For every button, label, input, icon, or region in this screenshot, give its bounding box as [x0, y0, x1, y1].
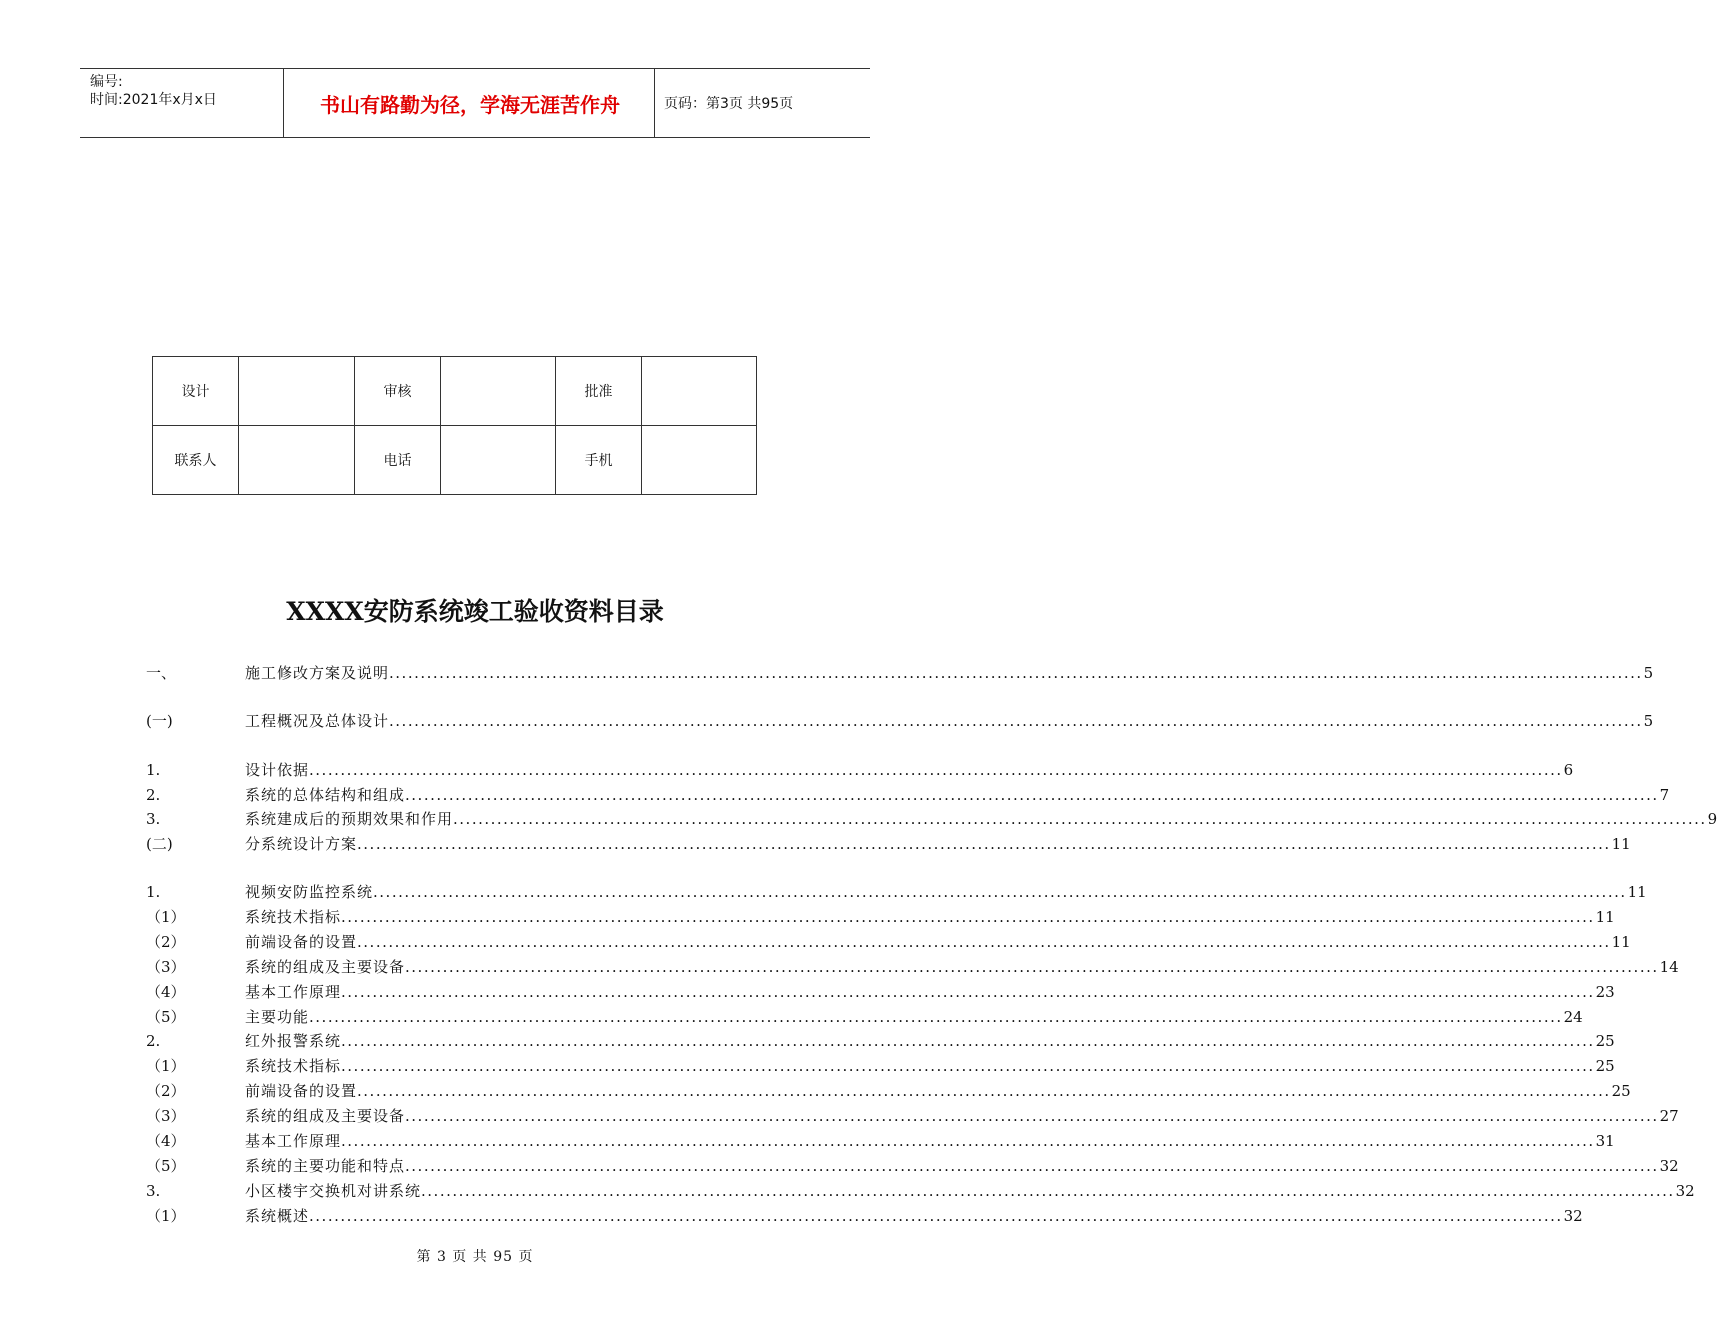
- toc-title: 系统的组成及主要设备: [245, 1107, 406, 1125]
- toc-entry[interactable]: [0, 784, 1670, 806]
- toc-leader: ........................................................................................................................................................................................................: [341, 1032, 1595, 1050]
- toc-number: 一、: [146, 664, 177, 682]
- toc-leader: ........................................................................................................................................................................................................: [389, 664, 1643, 682]
- serial-label: 编号:: [90, 74, 123, 90]
- toc-title: 系统建成后的预期效果和作用: [245, 810, 454, 828]
- toc-number: 1.: [146, 883, 161, 901]
- toc-entry[interactable]: [0, 1055, 1615, 1077]
- toc-title: 设计依据: [245, 761, 310, 779]
- toc-title: 小区楼宇交换机对讲系统: [245, 1182, 422, 1200]
- toc-leader: ........................................................................................................................................................................................................: [421, 1182, 1675, 1200]
- toc-title: 系统的总体结构和组成: [245, 786, 406, 804]
- toc-page: 5: [1643, 664, 1654, 682]
- toc-leader: ........................................................................................................................................................................................................: [405, 786, 1659, 804]
- header-page-info: 页码：第3页 共95页: [664, 96, 794, 112]
- toc-entry[interactable]: [0, 881, 1647, 903]
- toc-page: 24: [1563, 1008, 1583, 1026]
- signoff-cell: 联系人: [153, 426, 239, 495]
- toc-entry[interactable]: [0, 808, 1717, 830]
- signoff-cell: 批准: [556, 357, 642, 426]
- toc-leader: ........................................................................................................................................................................................................: [373, 883, 1627, 901]
- signoff-cell: 电话: [355, 426, 441, 495]
- toc-leader: ........................................................................................................................................................................................................: [309, 761, 1563, 779]
- toc-number: （4）: [146, 1132, 186, 1150]
- toc-page: 5: [1643, 712, 1654, 730]
- toc-page: 11: [1627, 883, 1647, 901]
- toc-entry[interactable]: [0, 981, 1615, 1003]
- toc-title: 红外报警系统: [245, 1032, 342, 1050]
- toc-entry[interactable]: [0, 931, 1631, 953]
- toc-page: 27: [1659, 1107, 1679, 1125]
- toc-entry[interactable]: [0, 1080, 1631, 1102]
- toc-title: 视频安防监控系统: [245, 883, 374, 901]
- toc-entry[interactable]: [0, 1180, 1695, 1202]
- toc-number: (一): [146, 712, 173, 730]
- toc-number: 1.: [146, 761, 161, 779]
- toc-page: 14: [1659, 958, 1679, 976]
- toc-number: （3）: [146, 1107, 186, 1125]
- toc-title: 主要功能: [245, 1008, 310, 1026]
- toc-title: 基本工作原理: [245, 1132, 342, 1150]
- toc-title: 分系统设计方案: [245, 835, 358, 853]
- toc-entry[interactable]: [0, 1130, 1615, 1152]
- time-label: 时间:2021年x月x日: [90, 92, 217, 108]
- toc-number: （3）: [146, 958, 186, 976]
- toc-page: 6: [1563, 761, 1574, 779]
- toc-entry[interactable]: [0, 1006, 1583, 1028]
- toc-entry[interactable]: [0, 1030, 1615, 1052]
- toc-entry[interactable]: [0, 956, 1679, 978]
- toc-page: 11: [1595, 908, 1615, 926]
- toc-number: （1）: [146, 1057, 186, 1075]
- toc-number: 2.: [146, 1032, 161, 1050]
- toc-number: 3.: [146, 810, 161, 828]
- toc-page: 31: [1595, 1132, 1615, 1150]
- toc-page: 32: [1675, 1182, 1695, 1200]
- toc-leader: ........................................................................................................................................................................................................: [405, 958, 1659, 976]
- document-title: XXXX安防系统竣工验收资料目录: [286, 597, 664, 626]
- toc-leader: ........................................................................................................................................................................................................: [341, 908, 1595, 926]
- toc-page: 9: [1707, 810, 1717, 828]
- toc-title: 前端设备的设置: [245, 933, 358, 951]
- toc-number: 2.: [146, 786, 161, 804]
- toc-page: 32: [1659, 1157, 1679, 1175]
- toc-number: （2）: [146, 1082, 186, 1100]
- toc-number: （5）: [146, 1008, 186, 1026]
- toc-leader: ........................................................................................................................................................................................................: [405, 1157, 1659, 1175]
- toc-title: 系统技术指标: [245, 908, 342, 926]
- toc-leader: ........................................................................................................................................................................................................: [453, 810, 1707, 828]
- toc-leader: ........................................................................................................................................................................................................: [341, 983, 1595, 1001]
- toc-number: （2）: [146, 933, 186, 951]
- signoff-cell: 设计: [153, 357, 239, 426]
- toc-page: 7: [1659, 786, 1670, 804]
- toc-number: （4）: [146, 983, 186, 1001]
- toc-number: （5）: [146, 1157, 186, 1175]
- toc-entry[interactable]: [0, 1155, 1679, 1177]
- toc-number: （1）: [146, 1207, 186, 1225]
- toc-title: 系统的主要功能和特点: [245, 1157, 406, 1175]
- toc-leader: ........................................................................................................................................................................................................: [357, 933, 1611, 951]
- signoff-cell: 手机: [556, 426, 642, 495]
- toc-entry[interactable]: [0, 833, 1631, 855]
- toc-number: 3.: [146, 1182, 161, 1200]
- toc-page: 25: [1595, 1032, 1615, 1050]
- toc-title: 前端设备的设置: [245, 1082, 358, 1100]
- toc-title: 系统概述: [245, 1207, 310, 1225]
- toc-entry[interactable]: [0, 759, 1574, 781]
- toc-entry[interactable]: [0, 906, 1615, 928]
- toc-entry[interactable]: [0, 710, 1654, 732]
- toc-title: 施工修改方案及说明: [245, 664, 390, 682]
- toc-title: 基本工作原理: [245, 983, 342, 1001]
- toc-leader: ........................................................................................................................................................................................................: [341, 1057, 1595, 1075]
- toc-leader: ........................................................................................................................................................................................................: [309, 1008, 1563, 1026]
- toc-title: 工程概况及总体设计: [245, 712, 390, 730]
- toc-leader: ........................................................................................................................................................................................................: [405, 1107, 1659, 1125]
- toc-leader: ........................................................................................................................................................................................................: [341, 1132, 1595, 1150]
- toc-title: 系统的组成及主要设备: [245, 958, 406, 976]
- toc-number: (二): [146, 835, 173, 853]
- toc-page: 25: [1611, 1082, 1631, 1100]
- toc-leader: ........................................................................................................................................................................................................: [357, 1082, 1611, 1100]
- page-footer: 第 3 页 共 95 页: [416, 1249, 534, 1265]
- toc-leader: ........................................................................................................................................................................................................: [389, 712, 1643, 730]
- toc-title: 系统技术指标: [245, 1057, 342, 1075]
- toc-leader: ........................................................................................................................................................................................................: [357, 835, 1611, 853]
- header-motto: 书山有路勤为径，学海无涯苦作舟: [320, 92, 620, 117]
- toc-page: 11: [1611, 933, 1631, 951]
- toc-leader: ........................................................................................................................................................................................................: [309, 1207, 1563, 1225]
- toc-page: 11: [1611, 835, 1631, 853]
- toc-page: 25: [1595, 1057, 1615, 1075]
- toc-entry[interactable]: [0, 1205, 1583, 1227]
- toc-entry[interactable]: [0, 662, 1654, 684]
- toc-number: （1）: [146, 908, 186, 926]
- signoff-cell: 审核: [355, 357, 441, 426]
- toc-page: 23: [1595, 983, 1615, 1001]
- toc-page: 32: [1563, 1207, 1583, 1225]
- toc-entry[interactable]: [0, 1105, 1679, 1127]
